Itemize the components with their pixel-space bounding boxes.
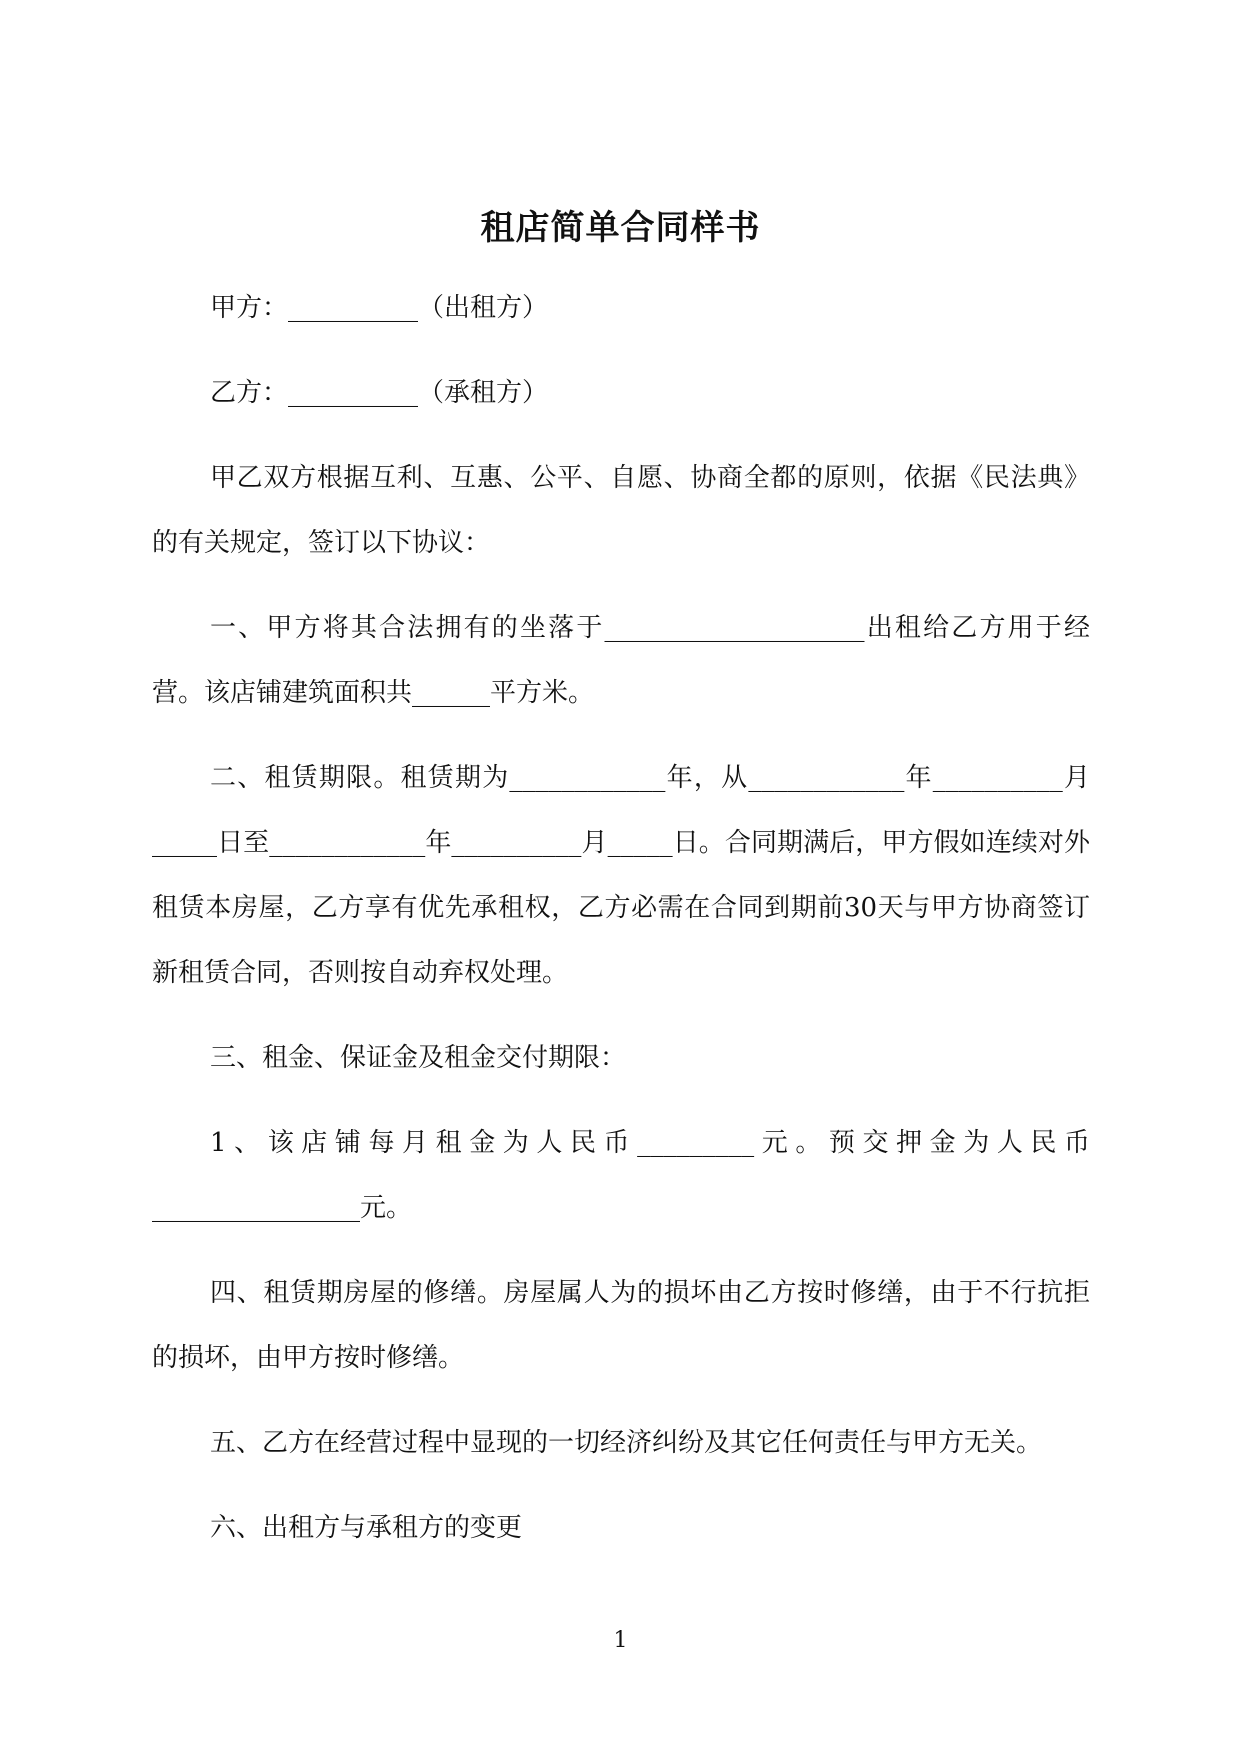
clause-4-paragraph: 四、租赁期房屋的修缮。房屋属人为的损坏由乙方按时修缮，由于不行抗拒的损坏，由甲方按时修缮。 (152, 1278, 1090, 1373)
clause-5-paragraph: 五、乙方在经营过程中显现的一切经济纠纷及其它任何责任与甲方无关。 (210, 1428, 1043, 1458)
clause-3-item-1: 1、该店铺每月租金为人民币_________元。预交押金为人民币________________元。 (152, 1128, 1090, 1223)
document-body (152, 276, 1090, 1581)
party-a-line: 甲方：__________（出租方） (210, 293, 549, 323)
page-number: 1 (613, 1628, 628, 1653)
clause-1-paragraph: 一、甲方将其合法拥有的坐落于____________________出租给乙方用于经营。该店铺建筑面积共______平方米。 (152, 613, 1090, 708)
preamble-paragraph: 甲乙双方根据互利、互惠、公平、自愿、协商全都的原则，依据《民法典》的有关规定，签订以下协议： (152, 463, 1090, 558)
document-title: 租店简单合同样书 (480, 208, 761, 248)
clause-3-heading: 三、租金、保证金及租金交付期限： (210, 1043, 627, 1073)
party-b-line: 乙方：__________（承租方） (210, 378, 549, 408)
clause-6-heading: 六、出租方与承租方的变更 (210, 1513, 523, 1543)
clause-2-paragraph: 二、租赁期限。租赁期为____________年，从____________年__________月_____日至____________年__________月_____日。合同期满后，甲方假如连续对外租赁本房屋，乙方享有优先承租权，乙方必需在合同到期前30天与甲方协商签订新租赁合同，否则按自动弃权处理。 (152, 763, 1090, 988)
